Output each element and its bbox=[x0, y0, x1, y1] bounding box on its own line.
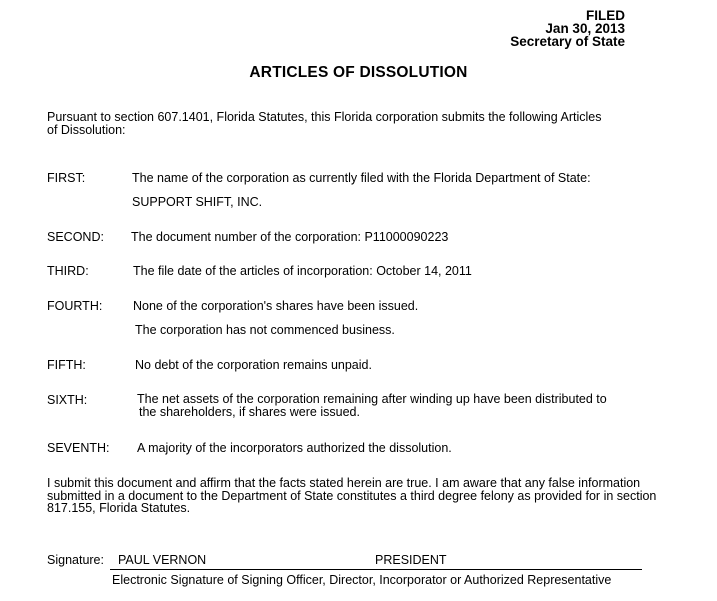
document-title: ARTICLES OF DISSOLUTION bbox=[249, 64, 468, 81]
signature-label: Signature: bbox=[47, 553, 104, 567]
article-third-text: The file date of the articles of incorporation: October 14, 2011 bbox=[133, 264, 472, 278]
intro-line-2: of Dissolution: bbox=[47, 122, 126, 137]
article-second-label: SECOND: bbox=[47, 230, 104, 244]
filed-date: Jan 30, 2013 bbox=[545, 21, 625, 36]
filed-label: FILED bbox=[586, 8, 625, 23]
affirmation-paragraph bbox=[47, 477, 707, 515]
filed-office: Secretary of State bbox=[510, 34, 625, 49]
signature-caption: Electronic Signature of Signing Officer, Director, Incorporator or Authorized Representative bbox=[112, 573, 612, 587]
article-first-label: FIRST: bbox=[47, 171, 86, 185]
article-fourth-label: FOURTH: bbox=[47, 299, 103, 313]
article-seventh-text: A majority of the incorporators authorized the dissolution. bbox=[137, 441, 452, 455]
signer-title: PRESIDENT bbox=[375, 553, 447, 567]
article-fifth-text: No debt of the corporation remains unpaid. bbox=[135, 358, 372, 372]
affirmation-line-1: I submit this document and affirm that the facts stated herein are true. I am aware that any false information bbox=[47, 476, 641, 490]
article-second-text: The document number of the corporation: P11000090223 bbox=[131, 230, 449, 244]
signer-name: PAUL VERNON bbox=[118, 553, 207, 567]
signature-line bbox=[110, 569, 642, 570]
filed-stamp bbox=[510, 9, 625, 48]
article-sixth-text bbox=[137, 393, 607, 418]
article-third-label: THIRD: bbox=[47, 264, 89, 278]
affirmation-line-3: 817.155, Florida Statutes. bbox=[47, 501, 191, 515]
intro-paragraph bbox=[47, 111, 707, 136]
article-first-text: The name of the corporation as currently filed with the Florida Department of State: bbox=[132, 171, 591, 185]
article-seventh-label: SEVENTH: bbox=[47, 441, 110, 455]
article-fourth-text: None of the corporation's shares have been issued. bbox=[133, 299, 419, 313]
article-fourth-text-2: The corporation has not commenced business. bbox=[135, 323, 395, 337]
article-sixth-label: SIXTH: bbox=[47, 393, 88, 407]
affirmation-line-2: submitted in a document to the Department of State constitutes a third degree felony as provided for in section bbox=[47, 488, 657, 503]
intro-line-1: Pursuant to section 607.1401, Florida Statutes, this Florida corporation submits the following Articles bbox=[47, 110, 602, 124]
corporation-name: SUPPORT SHIFT, INC. bbox=[132, 195, 263, 209]
article-sixth-line-2: the shareholders, if shares were issued. bbox=[139, 404, 360, 419]
article-fifth-label: FIFTH: bbox=[47, 358, 86, 372]
article-sixth-line-1: The net assets of the corporation remaining after winding up have been distributed to bbox=[137, 392, 607, 406]
